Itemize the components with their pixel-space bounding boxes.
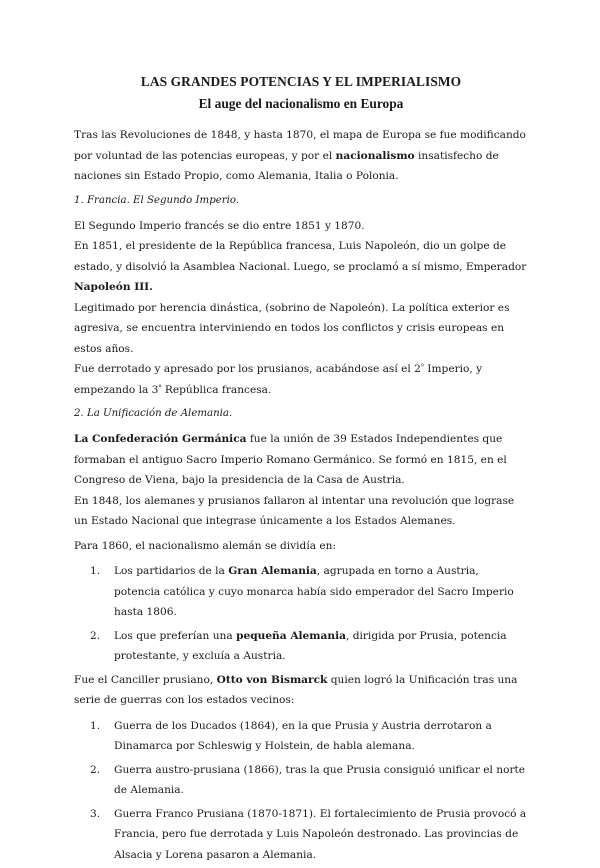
section-heading-francia: 1. Francia. El Segundo Imperio. [74, 194, 240, 206]
list-number: 2. [90, 629, 101, 642]
intro-text-2: insatisfecho de naciones sin Estado Propio, como Alemania, Italia o Polonia. [74, 149, 499, 182]
list-number: 3. [90, 807, 101, 820]
list-item-bold: pequeña Alemania [236, 629, 346, 642]
alemania-paragraph-1 [74, 429, 528, 491]
francia-p4-text-3: República francesa. [161, 383, 272, 396]
alemania-p1-text: fue la unión de 39 Estados Independientes que formaban el antiguo Sacro Imperio Romano Germánico. Se formó en 1815, en el Congreso de Viena, bajo la presidencia de la Casa de Austria. [74, 433, 507, 486]
alemania-paragraph-2: En 1848, los alemanes y prusianos fallaron al intentar una revolución que lograse un Estado Nacional que integrase únicamente a los Estados Alemanes. [74, 494, 515, 527]
page-subtitle: El auge del nacionalismo en Europa [198, 96, 404, 111]
alemania-p4-bold-bismarck: Otto von Bismarck [216, 673, 328, 686]
list-item [74, 804, 528, 866]
list-item [74, 760, 528, 801]
list-number: 1. [90, 565, 101, 577]
list-item [74, 716, 528, 757]
list-item-bold: Gran Alemania [228, 565, 317, 577]
francia-paragraph-4 [74, 359, 528, 400]
list-item-text: Guerra austro-prusiana (1866), tras la que Prusia consiguió unificar el norte de Alemania. [114, 763, 526, 796]
intro-bold-nacionalismo: nacionalismo [335, 149, 415, 162]
alemania-paragraph-3: Para 1860, el nacionalismo alemán se dividía en: [74, 539, 337, 552]
francia-p4-sup-1: º [420, 362, 424, 370]
alemania-p1-bold-confederacion: La Confederación Germánica [74, 433, 247, 445]
alemania-paragraph-4 [74, 670, 528, 711]
francia-p4-text-1: Fue derrotado y apresado por los prusianos, acabándose así el 2 [74, 363, 421, 375]
list-item-text-1: Los partidarios de la [114, 565, 229, 577]
list-item-text-2: , agrupada en torno a Austria, potencia católica y cuyo monarca había sido emperador del Sacro Imperio hasta 1806. [114, 565, 514, 618]
page-title: LAS GRANDES POTENCIAS Y EL IMPERIALISMO [140, 74, 462, 89]
francia-p4-text-2: Imperio, y empezando la 3 [74, 363, 483, 396]
document-body [74, 72, 528, 868]
nationalism-list [74, 561, 528, 667]
list-item [74, 626, 528, 667]
list-item-text-2: , dirigida por Prusia, potencia protestante, y excluía a Austria. [114, 629, 507, 662]
francia-paragraph-1: El Segundo Imperio francés se dio entre 1851 y 1870. [74, 219, 365, 232]
list-item-text: Guerra de los Ducados (1864), en la que Prusia y Austria derrotaron a Dinamarca por Schleswig y Holstein, de habla alemana. [114, 719, 492, 752]
francia-p4-sup-2: ª [158, 382, 162, 391]
francia-paragraph-2 [74, 236, 528, 298]
wars-list [74, 716, 528, 866]
list-item-text: Guerra Franco Prusiana (1870-1871). El fortalecimiento de Prusia provocó a Francia, pero fue derrotada y Luis Napoleón destronado. Las provincias de Alsacia y Lorena pasaron a Alemania. [114, 807, 527, 861]
intro-paragraph [74, 125, 528, 187]
francia-p2-bold-napoleon: Napoleón III. [74, 281, 153, 293]
francia-paragraph-3: Legitimado por herencia dinástica, (sobrino de Napoleón). La política exterior es agresiva, se encuentra interviniendo en todos los conflictos y crisis europeas en estos años. [74, 301, 510, 355]
list-number: 1. [90, 719, 101, 732]
list-item-text-1: Los que preferían una [114, 629, 237, 642]
section-heading-alemania: 2. La Unificación de Alemania. [74, 408, 233, 419]
francia-p2-text: En 1851, el presidente de la República francesa, Luis Napoleón, dio un golpe de estado, y disolvió la Asamblea Nacional. Luego, se proclamó a sí mismo, Emperador [74, 240, 527, 273]
list-item [74, 561, 528, 623]
alemania-p4-text-1: Fue el Canciller prusiano, [74, 673, 217, 686]
list-number: 2. [90, 763, 101, 776]
intro-text-1: Tras las Revoluciones de 1848, y hasta 1870, el mapa de Europa se fue modificando por voluntad de las potencias europeas, y por el [74, 129, 526, 162]
alemania-p4-text-2: quien logró la Unificación tras una serie de guerras con los estados vecinos: [74, 673, 518, 706]
